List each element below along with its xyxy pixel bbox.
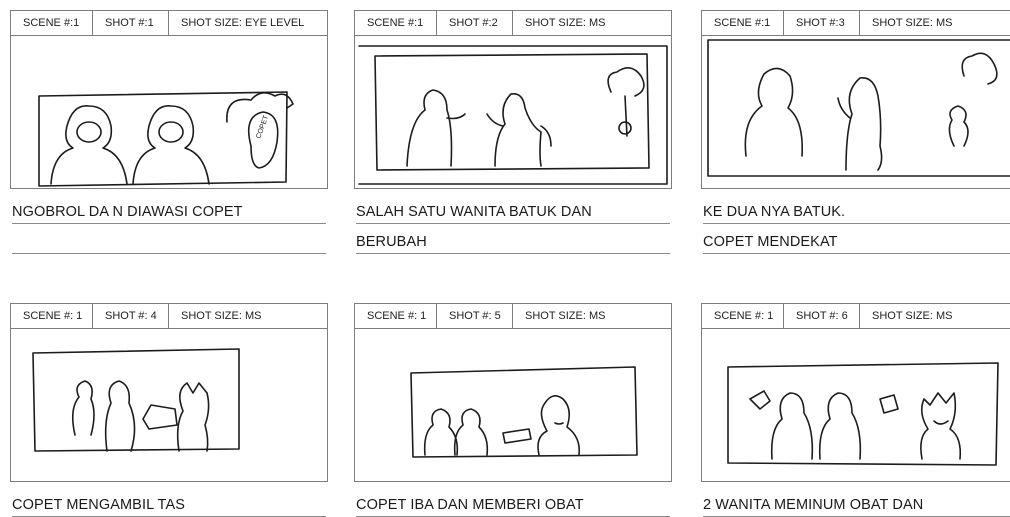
panel-header xyxy=(702,11,1010,36)
caption-line-2: COPET MENDEKAT xyxy=(703,228,1010,254)
sketch-image xyxy=(11,36,327,188)
caption-line-1: 2 WANITA MEMINUM OBAT DAN xyxy=(703,491,1010,517)
panel-frame xyxy=(354,303,672,482)
sketch-image xyxy=(355,36,671,188)
scene-number: SCENE #:1 xyxy=(11,11,93,35)
caption-line-1: NGOBROL DA N DIAWASI COPET xyxy=(12,198,326,224)
caption-line-2: BERUBAH xyxy=(356,228,670,254)
shot-number: SHOT #:2 xyxy=(437,11,513,35)
shot-number: SHOT #: 6 xyxy=(784,304,860,328)
shot-number: SHOT #:1 xyxy=(93,11,169,35)
caption-line-1: COPET IBA DAN MEMBERI OBAT xyxy=(356,491,670,517)
panel-frame xyxy=(701,303,1010,482)
scene-number: SCENE #: 1 xyxy=(702,304,784,328)
sketch-image xyxy=(355,329,671,481)
caption-line-1: KE DUA NYA BATUK. xyxy=(703,198,1010,224)
shot-number: SHOT #: 4 xyxy=(93,304,169,328)
panel-frame xyxy=(354,10,672,189)
caption-line-2 xyxy=(12,228,326,254)
shot-number: SHOT #: 5 xyxy=(437,304,513,328)
panel-header xyxy=(11,304,327,329)
scene-number: SCENE #:1 xyxy=(355,11,437,35)
scene-number: SCENE #:1 xyxy=(702,11,784,35)
shot-number: SHOT #:3 xyxy=(784,11,860,35)
panel-header xyxy=(11,11,327,36)
caption-line-1: SALAH SATU WANITA BATUK DAN xyxy=(356,198,670,224)
panel-frame xyxy=(10,10,328,189)
panel-frame xyxy=(701,10,1010,189)
shot-size: SHOT SIZE: MS xyxy=(872,310,953,322)
panel-header xyxy=(355,304,671,329)
shot-size: SHOT SIZE: EYE LEVEL xyxy=(181,17,305,29)
scene-number: SCENE #: 1 xyxy=(355,304,437,328)
shot-size: SHOT SIZE: MS xyxy=(525,17,606,29)
panel-header xyxy=(355,11,671,36)
caption-line-1: COPET MENGAMBIL TAS xyxy=(12,491,326,517)
shot-size: SHOT SIZE: MS xyxy=(872,17,953,29)
shot-size: SHOT SIZE: MS xyxy=(525,310,606,322)
sketch-image xyxy=(702,36,1010,188)
sketch-copet-label: COPET xyxy=(255,114,271,140)
sketch-image xyxy=(702,329,1010,481)
sketch-image xyxy=(11,329,327,481)
shot-size: SHOT SIZE: MS xyxy=(181,310,262,322)
panel-frame xyxy=(10,303,328,482)
scene-number: SCENE #: 1 xyxy=(11,304,93,328)
panel-header xyxy=(702,304,1010,329)
